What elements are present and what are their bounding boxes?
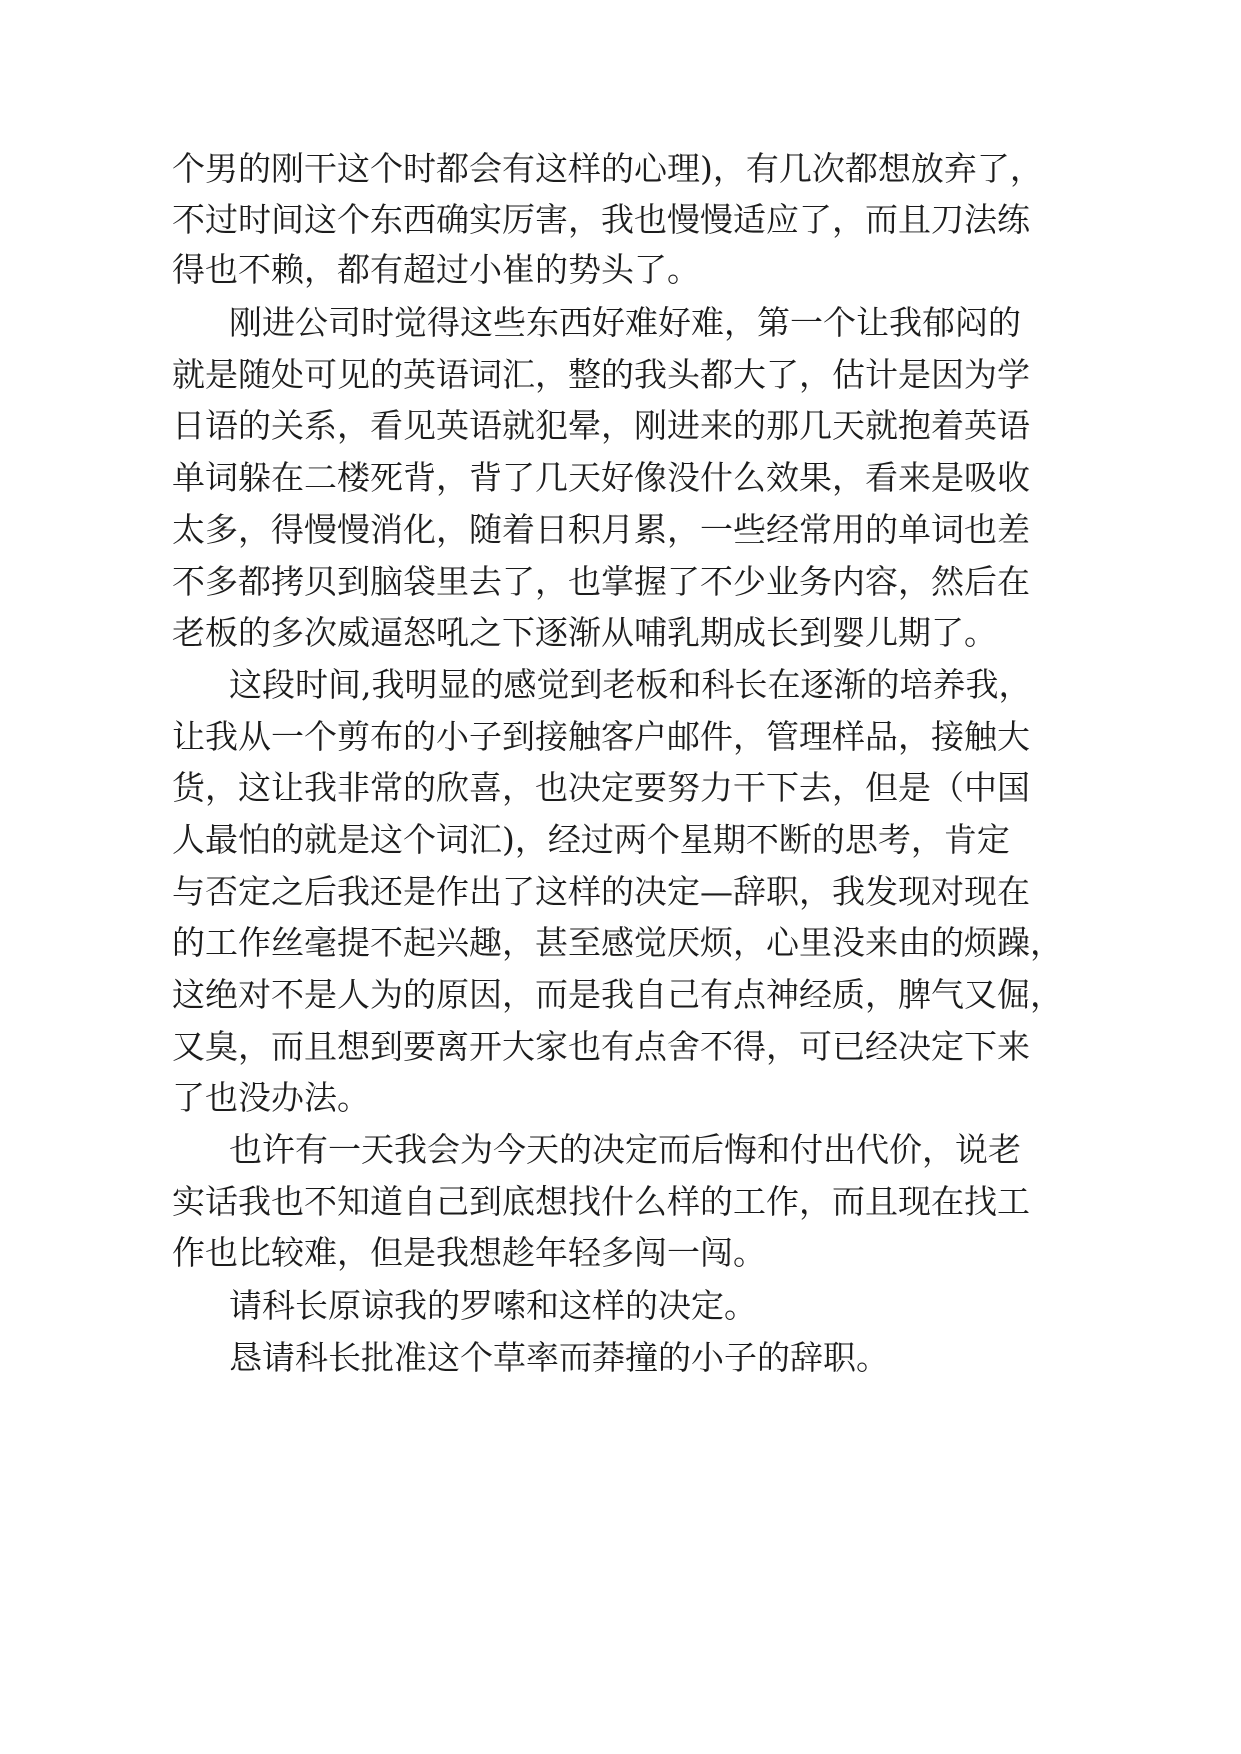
- text-line: 实话我也不知道自己到底想找什么样的工作，而且现在找工: [172, 1182, 1030, 1221]
- text-line: 刚进公司时觉得这些东西好难好难，第一个让我郁闷的: [229, 303, 1021, 342]
- text-line: 与否定之后我还是作出了这样的决定—辞职，我发现对现在: [172, 872, 1030, 911]
- text-line: 的工作丝毫提不起兴趣，甚至感觉厌烦，心里没来由的烦躁，: [172, 923, 1063, 962]
- text-line: 不多都拷贝到脑袋里去了，也掌握了不少业务内容，然后在: [172, 562, 1030, 601]
- text-line: 请科长原谅我的罗嗦和这样的决定。: [229, 1286, 757, 1325]
- text-line: 人最怕的就是这个词汇)，经过两个星期不断的思考，肯定: [172, 820, 1010, 859]
- text-line: 了也没办法。: [172, 1078, 370, 1117]
- text-line: 个男的刚干这个时都会有这样的心理)，有几次都想放弃了，: [172, 149, 1043, 188]
- text-line: 作也比较难，但是我想趁年轻多闯一闯。: [172, 1233, 766, 1272]
- text-line: 也许有一天我会为今天的决定而后悔和付出代价，说老: [229, 1130, 1021, 1169]
- text-line: 货，这让我非常的欣喜，也决定要努力干下去，但是（中国: [172, 768, 1030, 807]
- text-line: 太多，得慢慢消化，随着日积月累，一些经常用的单词也差: [172, 510, 1030, 549]
- text-line: 得也不赖，都有超过小崔的势头了。: [172, 250, 700, 289]
- text-line: 这段时间,我明显的感觉到老板和科长在逐渐的培养我，: [229, 665, 1032, 704]
- text-line: 又臭，而且想到要离开大家也有点舍不得，可已经决定下来: [172, 1027, 1030, 1066]
- text-line: 不过时间这个东西确实厉害，我也慢慢适应了，而且刀法练: [172, 200, 1030, 239]
- text-line: 单词躲在二楼死背，背了几天好像没什么效果，看来是吸收: [172, 458, 1030, 497]
- text-line: 恳请科长批准这个草率而莽撞的小子的辞职。: [229, 1338, 889, 1377]
- text-line: 老板的多次威逼怒吼之下逐渐从哺乳期成长到婴儿期了。: [172, 613, 997, 652]
- text-line: 日语的关系，看见英语就犯晕，刚进来的那几天就抱着英语: [172, 406, 1030, 445]
- text-line: 让我从一个剪布的小子到接触客户邮件，管理样品，接触大: [172, 717, 1030, 756]
- text-line: 这绝对不是人为的原因，而是我自己有点神经质，脾气又倔，: [172, 975, 1063, 1014]
- text-line: 就是随处可见的英语词汇，整的我头都大了，估计是因为学: [172, 355, 1030, 394]
